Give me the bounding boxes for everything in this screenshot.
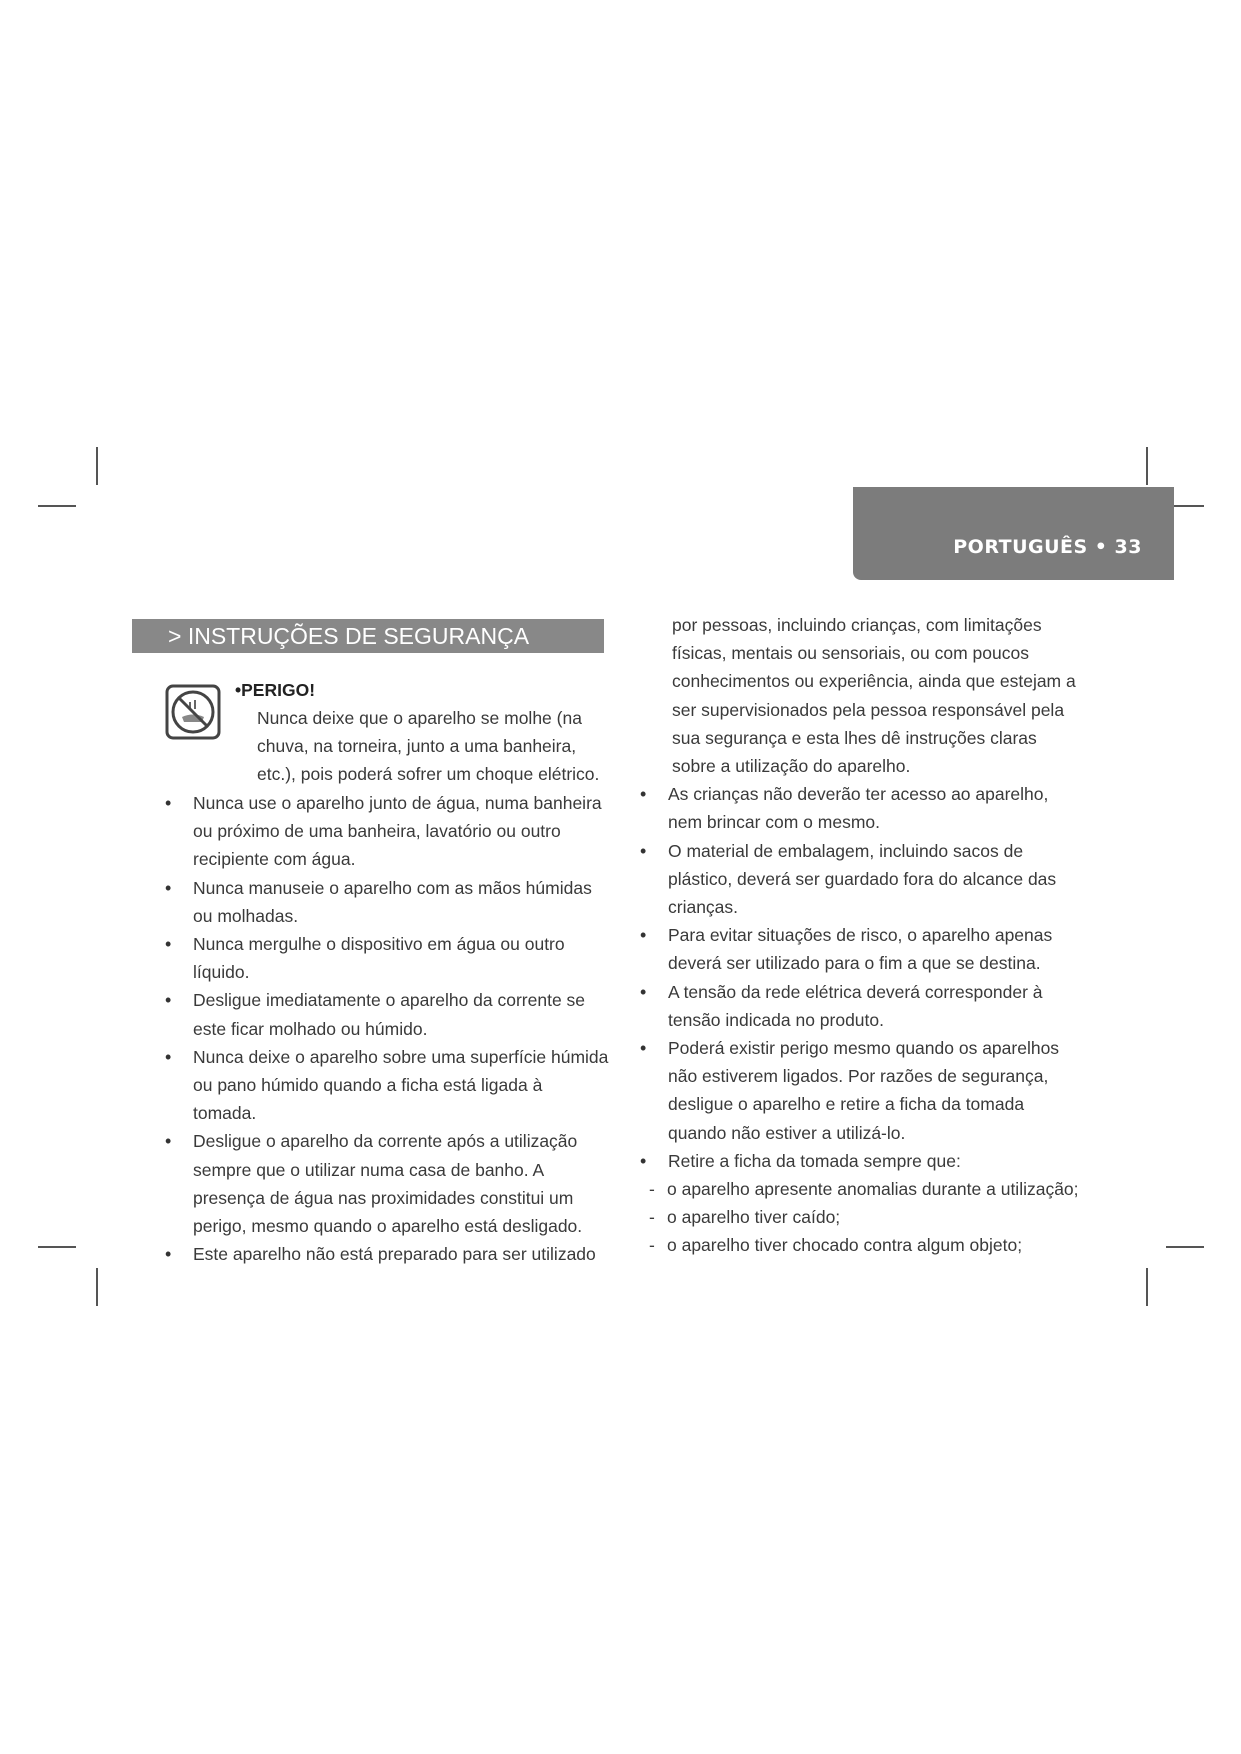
warning-title: •PERIGO! bbox=[235, 680, 316, 700]
danger-warning bbox=[165, 676, 610, 789]
list-item: • Desligue imediatamente o aparelho da corrente se este ficar molhado ou húmido. bbox=[165, 986, 610, 1042]
unplug-conditions-list bbox=[640, 1175, 1085, 1260]
crop-mark bbox=[38, 1246, 76, 1248]
list-item: • Retire a ficha da tomada sempre que: bbox=[640, 1147, 1085, 1175]
page-label: PORTUGUÊS • 33 bbox=[953, 536, 1142, 558]
section-header bbox=[132, 619, 604, 653]
list-item: • Nunca use o aparelho junto de água, numa banheira ou próximo de uma banheira, lavatório ou outro recipiente com água. bbox=[165, 789, 610, 874]
left-column bbox=[165, 676, 610, 1268]
continued-text: por pessoas, incluindo crianças, com limitações físicas, mentais ou sensoriais, ou com poucos conhecimentos ou experiência, ainda que estejam a ser supervisionados pela pessoa responsável pela sua segurança e esta lhes dê instruções claras sobre a utilização do aparelho. bbox=[672, 615, 1076, 777]
crop-mark bbox=[1146, 1268, 1148, 1306]
list-item: • As crianças não deverão ter acesso ao aparelho, nem brincar com o mesmo. bbox=[640, 780, 1085, 836]
list-item: • Nunca mergulhe o dispositivo em água ou outro líquido. bbox=[165, 930, 610, 986]
list-item: • O material de embalagem, incluindo sacos de plástico, deverá ser guardado fora do alcance das crianças. bbox=[640, 837, 1085, 922]
list-item: • Poderá existir perigo mesmo quando os aparelhos não estiverem ligados. Por razões de segurança, desligue o aparelho e retire a ficha da tomada quando não estiver a utilizá-lo. bbox=[640, 1034, 1085, 1147]
warning-text: Nunca deixe que o aparelho se molhe (na chuva, na torneira, junto a uma banheira, etc.), pois poderá sofrer um choque elétrico. bbox=[257, 708, 600, 785]
right-column bbox=[640, 611, 1085, 1260]
list-item: - o aparelho tiver caído; bbox=[640, 1203, 1085, 1231]
crop-mark bbox=[96, 1268, 98, 1306]
crop-mark bbox=[1146, 447, 1148, 485]
list-item: • Desligue o aparelho da corrente após a utilização sempre que o utilizar numa casa de banho. A presença de água nas proximidades constitui um perigo, mesmo quando o aparelho está desligado. bbox=[165, 1127, 610, 1240]
list-item: • Para evitar situações de risco, o aparelho apenas deverá ser utilizado para o fim a que se destina. bbox=[640, 921, 1085, 977]
list-item: - o aparelho tiver chocado contra algum objeto; bbox=[640, 1231, 1085, 1259]
no-water-icon bbox=[165, 684, 221, 740]
list-item: • A tensão da rede elétrica deverá corresponder à tensão indicada no produto. bbox=[640, 978, 1085, 1034]
page-number-tab bbox=[853, 487, 1174, 580]
right-safety-list bbox=[640, 780, 1085, 1175]
crop-mark bbox=[38, 505, 76, 507]
left-safety-list bbox=[165, 789, 610, 1268]
crop-mark bbox=[96, 447, 98, 485]
crop-mark bbox=[1166, 1246, 1204, 1248]
list-item: - o aparelho apresente anomalias durante a utilização; bbox=[640, 1175, 1085, 1203]
list-item: • Este aparelho não está preparado para ser utilizado bbox=[165, 1240, 610, 1268]
list-item: • Nunca manuseie o aparelho com as mãos húmidas ou molhadas. bbox=[165, 874, 610, 930]
section-title: > INSTRUÇÕES DE SEGURANÇA bbox=[168, 623, 530, 649]
list-item: • Nunca deixe o aparelho sobre uma superfície húmida ou pano húmido quando a ficha está ligada à tomada. bbox=[165, 1043, 610, 1128]
